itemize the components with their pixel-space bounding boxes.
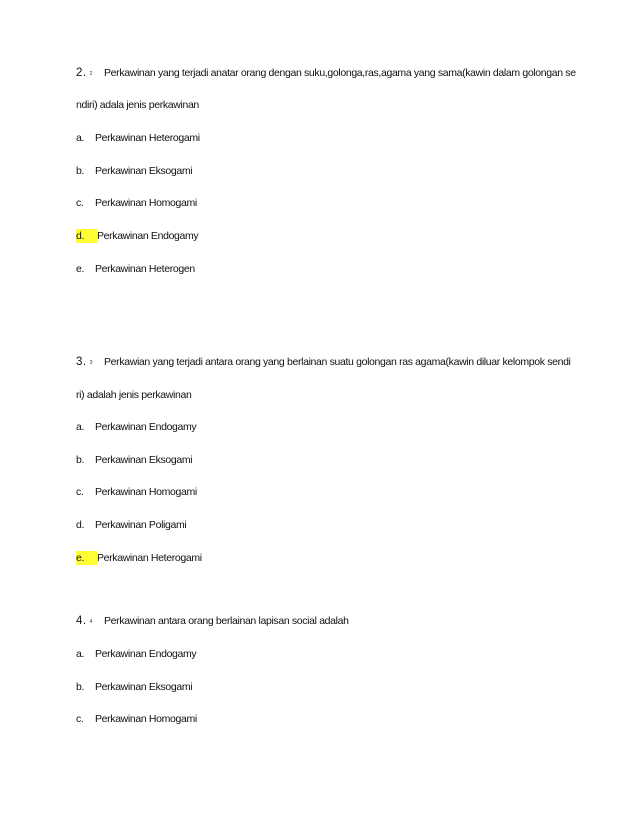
question-4-line-1 xyxy=(76,614,349,629)
question-text: Perkawian yang terjadi antara orang yang berlainan suatu golongan ras agama(kawin diluar kelompok sendi xyxy=(104,356,571,368)
option-letter-highlighted: d. xyxy=(76,229,97,243)
question-3-option-d xyxy=(76,518,186,532)
question-3-line-1 xyxy=(76,355,571,370)
question-small-number: 2 xyxy=(89,71,93,77)
question-2-option-a xyxy=(76,131,200,145)
question-number: 4. xyxy=(76,615,87,627)
option-letter: b. xyxy=(76,454,85,466)
option-text: Perkawinan Eksogami xyxy=(95,454,193,466)
question-3-option-e xyxy=(76,551,202,565)
option-letter: b. xyxy=(76,681,85,693)
option-text: Perkawinan Homogami xyxy=(95,713,197,725)
option-text: Perkawinan Heterogen xyxy=(95,263,195,275)
option-letter: d. xyxy=(76,519,85,531)
option-letter: c. xyxy=(76,713,84,725)
question-2-line-1 xyxy=(76,66,576,81)
option-text: Perkawinan Homogami xyxy=(95,486,197,498)
question-number: 2. xyxy=(76,67,87,79)
option-text: Perkawinan Homogami xyxy=(95,197,197,209)
question-4-option-b xyxy=(76,680,192,694)
question-4-option-a xyxy=(76,647,196,661)
option-letter: e. xyxy=(76,263,85,275)
question-3-option-c xyxy=(76,485,197,499)
option-letter: a. xyxy=(76,648,85,660)
question-2-option-b xyxy=(76,164,192,178)
option-text: Perkawinan Endogamy xyxy=(95,421,197,433)
question-small-number: 4 xyxy=(89,619,93,625)
question-3-line-2: ri) adalah jenis perkawinan xyxy=(76,389,192,401)
option-text: Perkawinan Eksogami xyxy=(95,165,193,177)
question-2-option-e xyxy=(76,262,195,276)
option-letter: a. xyxy=(76,132,85,144)
option-letter: c. xyxy=(76,197,84,209)
option-letter: a. xyxy=(76,421,85,433)
option-text: Perkawinan Endogamy xyxy=(97,230,199,242)
option-letter: c. xyxy=(76,486,84,498)
question-small-number: 3 xyxy=(89,360,93,366)
question-3-option-a xyxy=(76,420,196,434)
question-2-line-2: ndiri) adala jenis perkawinan xyxy=(76,99,199,111)
option-text: Perkawinan Heterogami xyxy=(97,552,202,564)
option-letter-highlighted: e. xyxy=(76,551,97,565)
question-text: Perkawinan yang terjadi anatar orang dengan suku,golonga,ras,agama yang sama(kawin dalam golongan se xyxy=(104,67,576,79)
question-2-option-d xyxy=(76,229,198,243)
question-2-option-c xyxy=(76,196,197,210)
question-text: Perkawinan antara orang berlainan lapisan social adalah xyxy=(104,615,349,627)
question-number: 3. xyxy=(76,356,87,368)
option-text: Perkawinan Eksogami xyxy=(95,681,193,693)
option-text: Perkawinan Heterogami xyxy=(95,132,200,144)
question-3-option-b xyxy=(76,453,192,467)
option-letter: b. xyxy=(76,165,85,177)
question-4-option-c xyxy=(76,712,197,726)
option-text: Perkawinan Endogamy xyxy=(95,648,197,660)
option-text: Perkawinan Poligami xyxy=(95,519,187,531)
